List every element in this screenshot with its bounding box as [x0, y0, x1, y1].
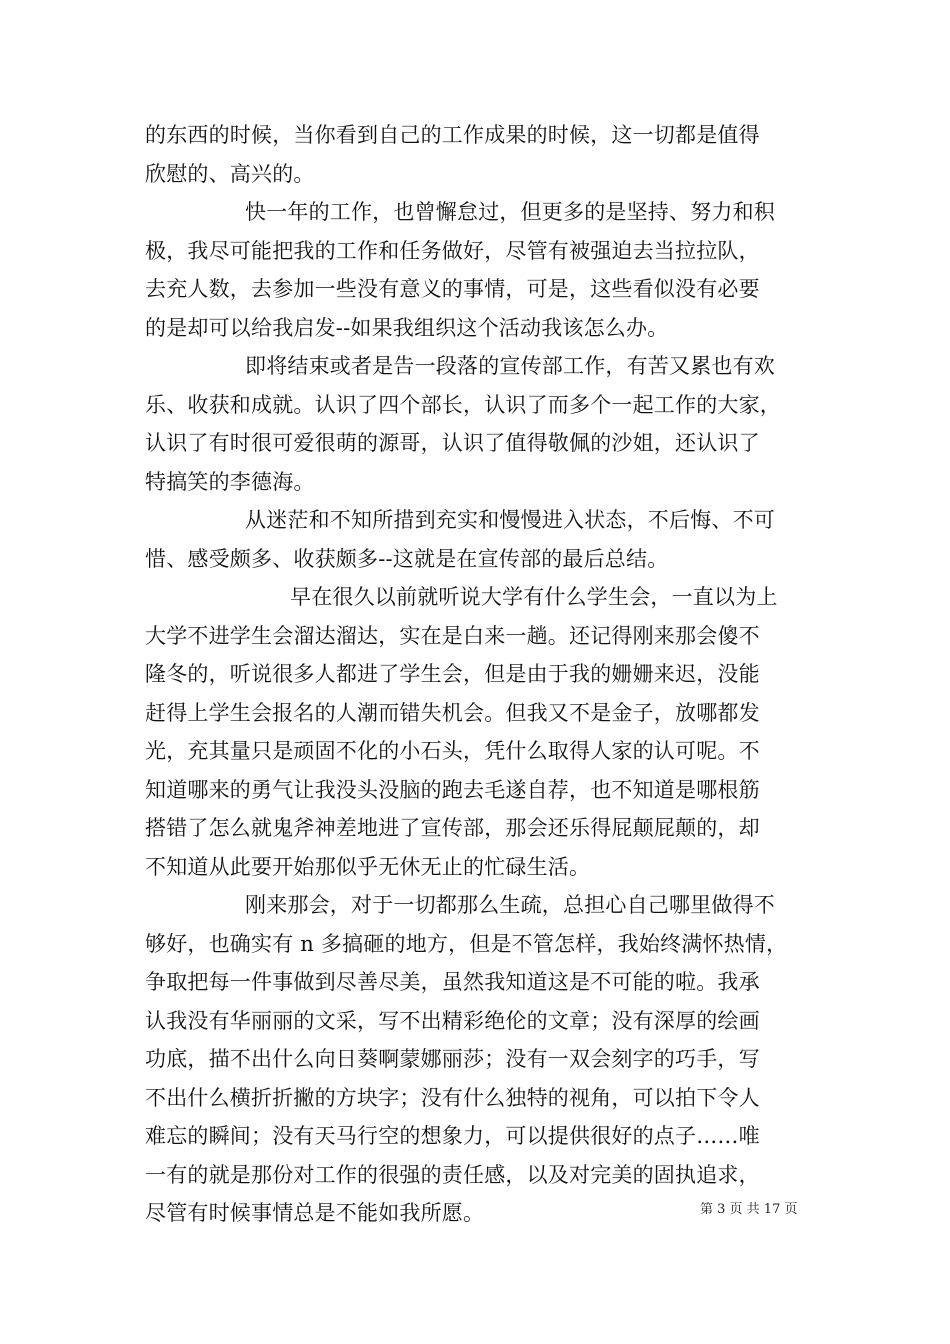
page-number: 第 3 页 共 17 页: [700, 1202, 798, 1217]
text-line: 一有的就是那份对工作的很强的责任感，以及对完美的固执追求，: [145, 1162, 760, 1187]
text-line: 认识了有时很可爱很萌的源哥，认识了值得敬佩的沙姐，还认识了: [145, 431, 760, 455]
paragraph: [145, 193, 810, 347]
text-line: 早在很久以前就听说大学有什么学生会，一直以为上: [290, 585, 778, 609]
text-line: 惜、感受颇多、收获颇多--这就是在宣传部的最后总结。: [145, 546, 669, 571]
text-line: 争取把每一件事做到尽善尽美，虽然我知道这是不可能的啦。我承: [145, 970, 760, 994]
text-line: 难忘的瞬间；没有天马行空的想象力，可以提供很好的点子……唯: [145, 1124, 760, 1148]
text-line: 功底，描不出什么向日葵啊蒙娜丽莎；没有一双会刻字的巧手，写: [145, 1047, 760, 1071]
text-line: 欣慰的、高兴的。: [145, 161, 315, 186]
text-line: 刚来那会，对于一切都那么生疏，总担心自己哪里做得不: [245, 893, 775, 917]
text-line: 不知道从此要开始那似乎无休无止的忙碌生活。: [145, 854, 591, 879]
text-line: 搭错了怎么就鬼斧神差地进了宣传部，那会还乐得屁颠屁颠的，却: [145, 816, 760, 840]
text-line: 乐、收获和成就。认识了四个部长，认识了而多个一起工作的大家，: [145, 392, 781, 417]
text-line: 不出什么横折折撇的方块字；没有什么独特的视角，可以拍下令人: [145, 1085, 760, 1110]
paragraph: [145, 347, 810, 501]
text-line: 隆冬的，听说很多人都进了学生会，但是由于我的姗姗来迟，没能: [145, 662, 760, 686]
text-line: 尽管有时候事情总是不能如我所愿。: [145, 1201, 485, 1225]
paragraph: [145, 578, 810, 886]
text-line: 赶得上学生会报名的人潮而错失机会。但我又不是金子，放哪都发: [145, 700, 760, 725]
paragraph: [145, 116, 810, 193]
paragraph: [145, 886, 810, 1233]
text-line: 快一年的工作，也曾懈怠过，但更多的是坚持、努力和积: [245, 200, 775, 224]
paragraph: [145, 501, 810, 578]
text-line: 认我没有华丽丽的文采，写不出精彩绝伦的文章；没有深厚的绘画: [145, 1008, 760, 1033]
document-body: [145, 116, 810, 1233]
text-line: 够好，也确实有 n 多搞砸的地方，但是不管怎样，我始终满怀热情，: [145, 931, 788, 956]
text-line: 的东西的时候，当你看到自己的工作成果的时候，这一切都是值得: [145, 123, 760, 147]
text-line: 特搞笑的李德海。: [145, 469, 315, 494]
text-line: 极，我尽可能把我的工作和任务做好，尽管有被强迫去当拉拉队，: [145, 238, 760, 263]
text-line: 从迷茫和不知所措到充实和慢慢进入状态，不后悔、不可: [245, 508, 775, 532]
text-line: 知道哪来的勇气让我没头没脑的跑去毛遂自荐，也不知道是哪根筋: [145, 777, 760, 802]
text-line: 光，充其量只是顽固不化的小石头，凭什么取得人家的认可呢。不: [145, 739, 760, 763]
text-line: 去充人数，去参加一些没有意义的事情，可是，这些看似没有必要: [145, 277, 760, 301]
text-line: 即将结束或者是告一段落的宣传部工作，有苦又累也有欢: [245, 354, 775, 378]
text-line: 大学不进学生会溜达溜达，实在是白来一趟。还记得刚来那会傻不: [145, 623, 760, 648]
text-line: 的是却可以给我启发--如果我组织这个活动我该怎么办。: [145, 315, 669, 340]
